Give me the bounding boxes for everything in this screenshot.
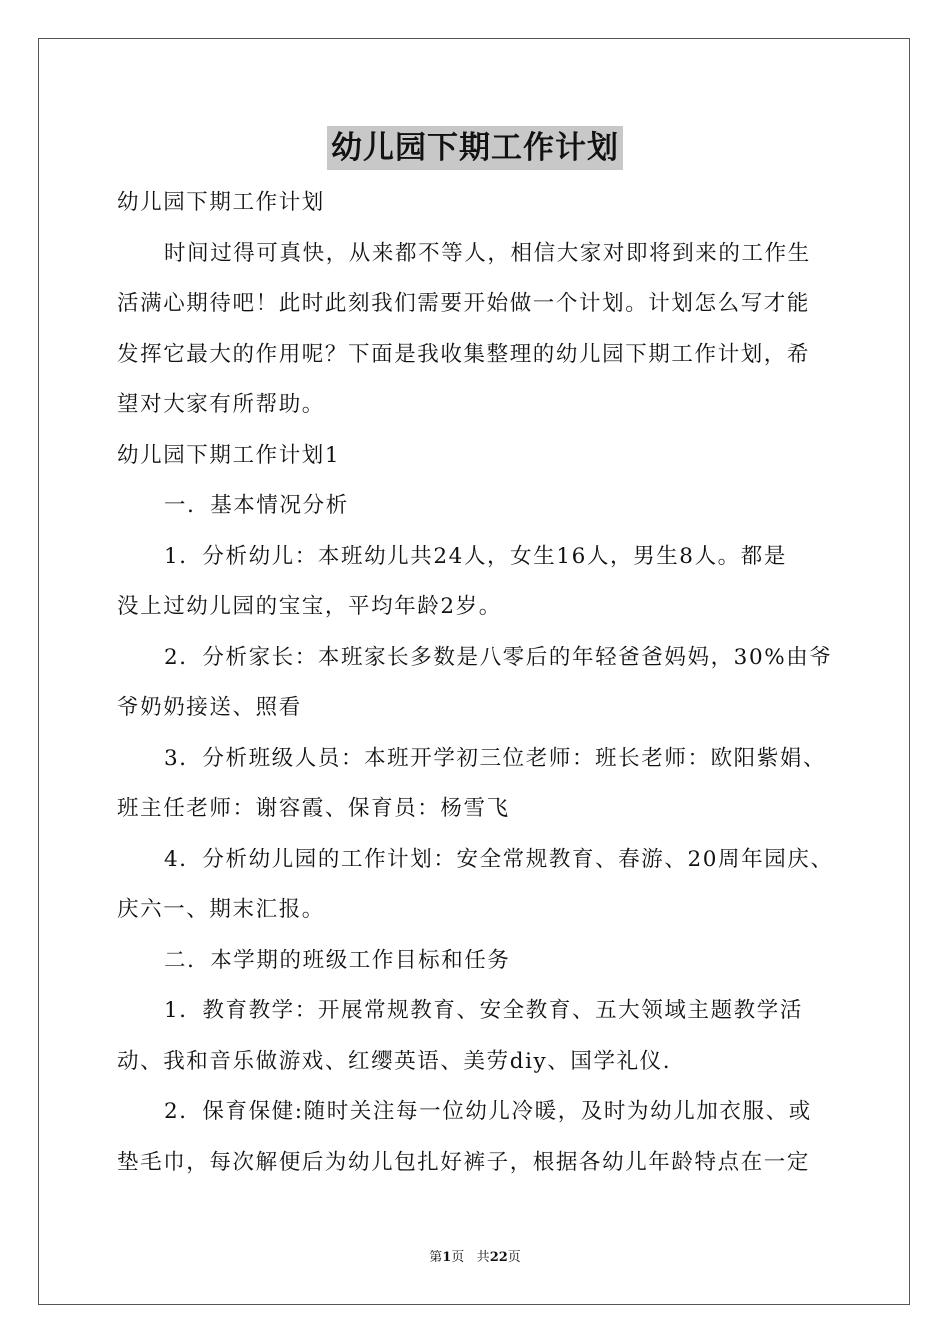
text-line: 二．本学期的班级工作目标和任务 <box>164 947 511 973</box>
text-line: 3．分析班级人员：本班开学初三位老师：班长老师：欧阳紫娟、 <box>164 745 827 771</box>
text-line: 动、我和音乐做游戏、红缨英语、美劳diy、国学礼仪. <box>117 1048 672 1074</box>
text-line: 一．基本情况分析 <box>164 493 349 518</box>
text-line: 1．分析幼儿：本班幼儿共24人，女生16人，男生8人。都是 <box>164 543 787 569</box>
footer-total-suffix: 页 <box>507 1250 521 1265</box>
text-line: 望对大家有所帮助。 <box>117 392 325 417</box>
text-line: 垫毛巾，每次解便后为幼儿包扎好裤子，根据各幼儿年龄特点在一定 <box>117 1149 811 1175</box>
text-line: 没上过幼儿园的宝宝，平均年龄2岁。 <box>117 594 502 619</box>
total-pages-number: 22 <box>489 1250 508 1265</box>
text-line: 爷奶奶接送、照看 <box>117 695 302 720</box>
text-line: 1．教育教学：开展常规教育、安全教育、五大领域主题教学活 <box>164 998 803 1023</box>
footer-prefix: 第 <box>429 1250 443 1265</box>
text-line: 幼儿园下期工作计划1 <box>117 442 341 468</box>
current-page-number: 1 <box>442 1250 452 1265</box>
footer-page-word: 页 <box>451 1250 465 1265</box>
document-title: 幼儿园下期工作计划 <box>327 126 623 170</box>
text-line: 活满心期待吧！此时此刻我们需要开始做一个计划。计划怎么写才能 <box>117 291 811 316</box>
document-body <box>117 178 837 1188</box>
text-line: 发挥它最大的作用呢？下面是我收集整理的幼儿园下期工作计划，希 <box>117 341 811 367</box>
text-line: 班主任老师：谢容霞、保育员：杨雪飞 <box>117 796 510 821</box>
title-container <box>0 126 950 170</box>
text-line: 2．保育保健:随时关注每一位幼儿冷暖，及时为幼儿加衣服、或 <box>164 1099 812 1124</box>
text-line: 庆六一、期末汇报。 <box>117 897 325 922</box>
text-line: 4．分析幼儿园的工作计划：安全常规教育、春游、20周年园庆、 <box>164 846 834 872</box>
footer-total-prefix: 共 <box>476 1250 490 1265</box>
page-footer <box>0 1246 950 1265</box>
text-line: 2．分析家长：本班家长多数是八零后的年轻爸爸妈妈，30%由爷 <box>164 644 833 670</box>
text-line: 时间过得可真快，从来都不等人，相信大家对即将到来的工作生 <box>164 240 811 266</box>
text-line: 幼儿园下期工作计划 <box>117 190 325 215</box>
